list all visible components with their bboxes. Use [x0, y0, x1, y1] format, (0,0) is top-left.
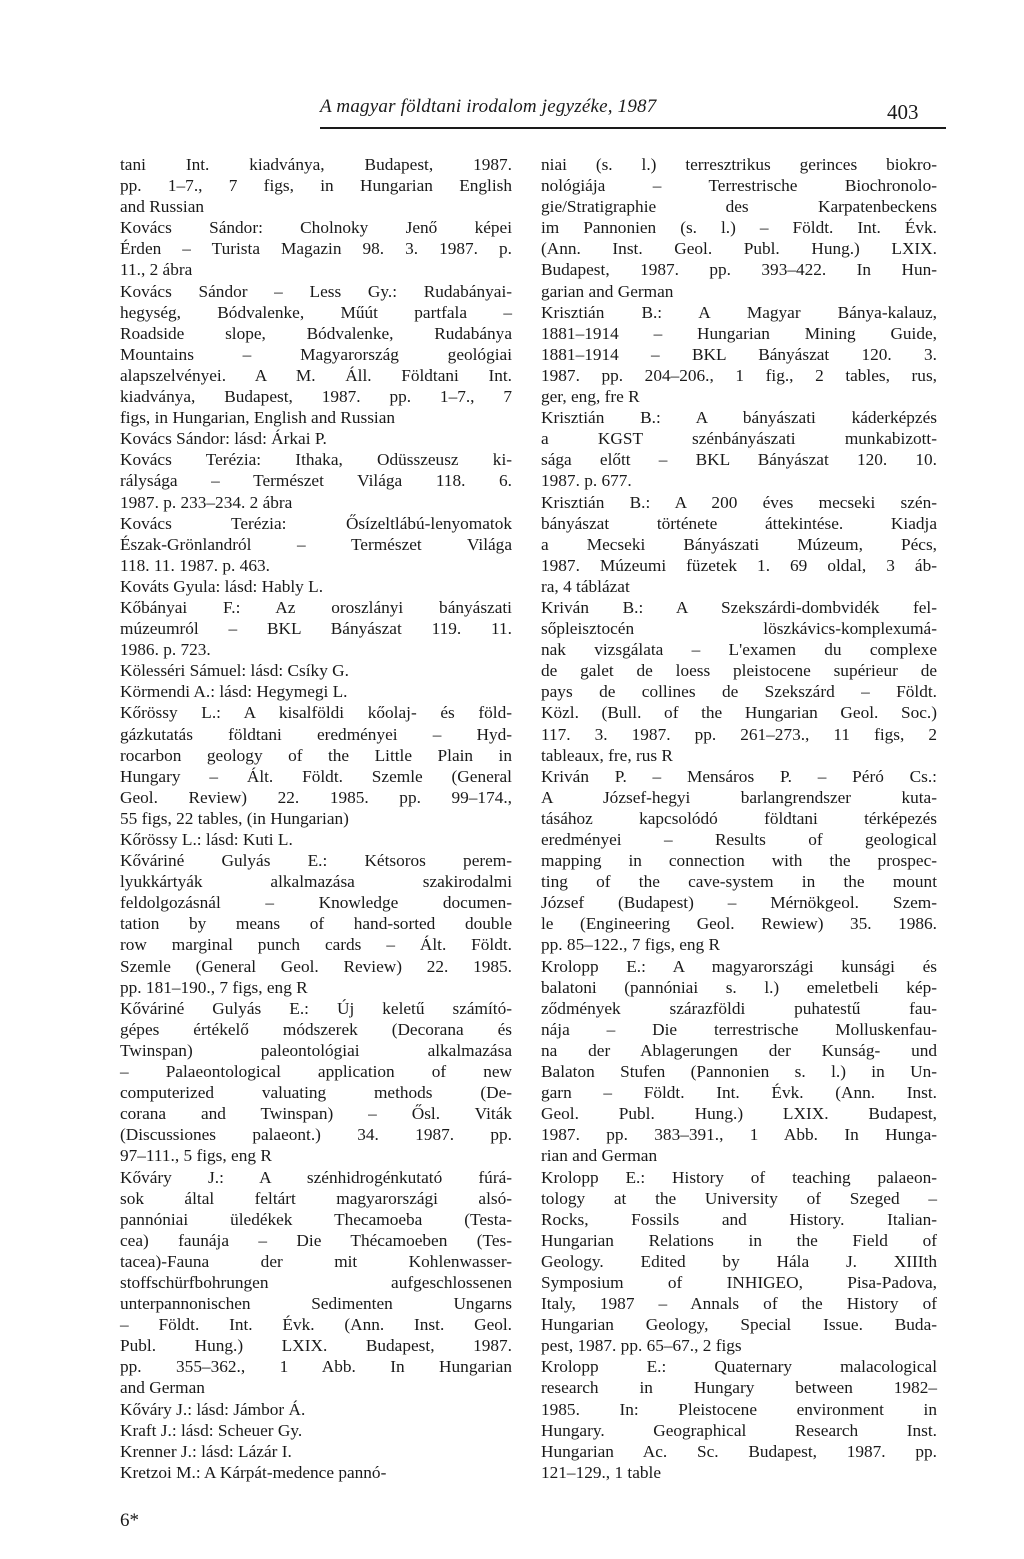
bibliography-entry — [120, 1462, 512, 1483]
bibliography-entry — [120, 576, 512, 597]
entry-line: Balaton Stufen (Pannonien s. l.) in Un- — [541, 1062, 937, 1082]
entry-line: pp. 355–362., 1 Abb. In Hungarian — [120, 1357, 512, 1377]
entry-line: – Palaeontological application of new — [120, 1062, 512, 1082]
entry-line: Krisztián B.: A 200 éves mecseki szén- — [541, 492, 937, 512]
entry-line: row marginal punch cards – Ált. Földt. — [120, 935, 512, 955]
entry-line: Kölesséri Sámuel: lásd: Csíky G. — [120, 661, 349, 681]
bibliography-entry — [541, 1356, 937, 1483]
entry-line: rálysága – Természet Világa 118. 6. — [120, 471, 512, 491]
entry-line: eredményei – Results of geological — [541, 830, 937, 849]
entry-line: pp. 181–190., 7 figs, eng R — [120, 977, 308, 997]
bibliography-entry — [541, 154, 937, 302]
entry-line: tology at the University of Szeged – — [541, 1188, 937, 1208]
bibliography-entry — [541, 1167, 937, 1357]
entry-line: nak vizsgálata – L'examen du complexe — [541, 640, 937, 660]
entry-line: unterpannonischen Sedimenten Ungarns — [120, 1294, 512, 1314]
entry-line: Rocks, Fossils and History. Italian- — [541, 1209, 937, 1229]
entry-line: (Ann. Inst. Geol. Publ. Hung.) LXIX. — [541, 239, 937, 259]
entry-line: Kőváriné Gulyás E.: Kétsoros perem- — [120, 851, 512, 871]
entry-line: Hungarian Geology, Special Issue. Buda- — [541, 1315, 937, 1335]
entry-line: Publ. Hung.) LXIX. Budapest, 1987. — [120, 1336, 512, 1356]
entry-line: bányászat története áttekintése. Kiadja — [541, 513, 937, 533]
entry-line: múzeumról – BKL Bányászat 119. 11. — [120, 619, 512, 639]
entry-line: pannóniai üledékek Thecamoeba (Testa- — [120, 1209, 512, 1229]
entry-line: tani Int. kiadványa, Budapest, 1987. — [120, 155, 512, 174]
entry-line: hegység, Bódvalenke, Műút partfala – — [120, 302, 512, 322]
entry-line: 11., 2 ábra — [120, 260, 193, 280]
entry-line: Budapest, 1987. pp. 393–422. In Hun- — [541, 260, 937, 280]
bibliography-entry — [120, 513, 512, 576]
entry-line: Kretzoi M.: A Kárpát-medence pannó- — [120, 1462, 387, 1482]
bibliography-entry — [541, 766, 937, 956]
entry-line: le (Engineering Geol. Rewiew) 35. 1986. — [541, 914, 937, 934]
running-title: A magyar földtani irodalom jegyzéke, 1987 — [320, 96, 657, 117]
entry-line: 1987. pp. 204–206., 1 fig., 2 tables, rus, — [541, 365, 937, 385]
bibliography-entry — [120, 998, 512, 1167]
entry-line: tableaux, fre, rus R — [541, 745, 673, 765]
left-column — [120, 154, 512, 1483]
bibliography-entry — [120, 1399, 512, 1420]
entry-line: Kriván B.: A Szekszárdi-dombvidék fel- — [541, 597, 937, 617]
entry-line: Körmendi A.: lásd: Hegymegi L. — [120, 682, 348, 702]
entry-line: pp. 85–122., 7 figs, eng R — [541, 935, 721, 955]
entry-line: Kőváriné Gulyás E.: Új keletű számító- — [120, 998, 512, 1018]
entry-line: 1881–1914 – Hungarian Mining Guide, — [541, 323, 937, 343]
entry-line: Hungarian Relations in the Field of — [541, 1230, 937, 1250]
entry-line: 1881–1914 – BKL Bányászat 120. 3. — [541, 344, 937, 364]
bibliography-entry — [541, 956, 937, 1167]
entry-line: Kőbányai F.: Az oroszlányi bányászati — [120, 597, 512, 617]
entry-line: gázkutatás földtani eredményei – Hyd- — [120, 724, 512, 744]
bibliography-entry — [120, 1420, 512, 1441]
entry-line: kiadványa, Budapest, 1987. pp. 1–7., 7 — [120, 387, 512, 407]
bibliography-entry — [120, 660, 512, 681]
running-header — [0, 0, 1024, 140]
entry-line: 55 figs, 22 tables, (in Hungarian) — [120, 808, 349, 828]
entry-line: 97–111., 5 figs, eng R — [120, 1146, 272, 1166]
entry-line: Kovács Sándor: Cholnoky Jenő képei — [120, 218, 512, 238]
bibliography-entry — [541, 597, 937, 766]
entry-line: stoffschürfbohrungen aufgeschlossenen — [120, 1272, 512, 1292]
bibliography-entry — [120, 217, 512, 280]
bibliography-entry — [120, 850, 512, 998]
entry-line: sőpleisztocén löszkávics-komplexumá- — [541, 619, 937, 639]
entry-line: Kovács Terézia: Ithaka, Odüsszeusz ki- — [120, 450, 512, 470]
entry-line: 118. 11. 1987. p. 463. — [120, 555, 270, 575]
entry-line: 1986. p. 723. — [120, 640, 211, 660]
entry-line: nológiája – Terrestrische Biochronolo- — [541, 176, 937, 196]
entry-line: balatoni (pannóniai s. l.) emeletbeli kép- — [541, 977, 937, 997]
entry-line: na der Ablagerungen der Kunság- und — [541, 1040, 937, 1060]
entry-line: Symposium of INHIGEO, Pisa-Padova, — [541, 1272, 937, 1292]
entry-line: Krolopp E.: A magyarországi kunsági és — [541, 956, 937, 976]
entry-line: (Discussiones palaeont.) 34. 1987. pp. — [120, 1125, 512, 1145]
entry-line: sok által feltárt magyarországi alsó- — [120, 1188, 512, 1208]
entry-line: sága előtt – BKL Bányászat 120. 10. — [541, 450, 937, 470]
entry-line: garn – Földt. Int. Évk. (Ann. Inst. — [541, 1083, 937, 1103]
bibliography-entry — [541, 302, 937, 407]
entry-line: ger, eng, fre R — [541, 387, 640, 407]
entry-line: alapszelvényei. A M. Áll. Földtani Int. — [120, 365, 512, 385]
entry-line: a Mecseki Bányászati Múzeum, Pécs, — [541, 534, 937, 554]
entry-line: and Russian — [120, 197, 205, 217]
entry-line: Hungarian Ac. Sc. Budapest, 1987. pp. — [541, 1441, 937, 1461]
entry-line: tacea)-Fauna der mit Kohlenwasser- — [120, 1251, 512, 1271]
bibliography-entry — [120, 702, 512, 829]
entry-line: Hungary. Geographical Research Inst. — [541, 1420, 937, 1440]
entry-line: Krolopp E.: Quaternary malacological — [541, 1357, 937, 1377]
bibliography-entry — [120, 681, 512, 702]
entry-line: pp. 1–7., 7 figs, in Hungarian English — [120, 176, 512, 196]
entry-line: mapping in connection with the prospec- — [541, 851, 937, 871]
entry-line: rian and German — [541, 1146, 658, 1166]
entry-line: tation by means of hand-sorted double — [120, 914, 512, 934]
entry-line: lyukkártyák alkalmazása szakirodalmi — [120, 872, 512, 892]
entry-line: pays de collines de Szekszárd – Földt. — [541, 682, 937, 702]
entry-line: rocarbon geology of the Little Plain in — [120, 745, 512, 765]
entry-line: Geology. Edited by Hála J. XIIIth — [541, 1251, 937, 1271]
entry-line: Érden – Turista Magazin 98. 3. 1987. p. — [120, 239, 512, 259]
entry-line: 121–129., 1 table — [541, 1462, 661, 1482]
entry-line: ra, 4 táblázat — [541, 576, 630, 596]
bibliography-entry — [120, 154, 512, 217]
entry-line: im Pannonien (s. l.) – Földt. Int. Évk. — [541, 218, 937, 238]
entry-line: József (Budapest) – Mérnökgeol. Szem- — [541, 893, 937, 913]
entry-line: Twinspan) paleontológiai alkalmazása — [120, 1040, 512, 1060]
bibliography-entry — [120, 428, 512, 449]
entry-line: Kraft J.: lásd: Scheuer Gy. — [120, 1420, 303, 1440]
entry-line: Kőváry J.: A szénhidrogénkutató fúrá- — [120, 1167, 512, 1187]
page-number: 403 — [887, 100, 919, 124]
entry-line: a KGST szénbányászati munkabizott- — [541, 429, 937, 449]
entry-line: garian and German — [541, 281, 674, 301]
entry-line: 117. 3. 1987. pp. 261–273., 11 figs, 2 — [541, 724, 937, 744]
signature-mark: 6* — [120, 1510, 139, 1531]
entry-line: Közl. (Bull. of the Hungarian Geol. Soc.) — [541, 703, 937, 723]
entry-line: Észak-Grönlandról – Természet Világa — [120, 534, 512, 554]
entry-line: research in Hungary between 1982– — [541, 1378, 937, 1398]
entry-line: computerized valuating methods (De- — [120, 1083, 512, 1103]
entry-line: Geol. Review) 22. 1985. pp. 99–174., — [120, 787, 512, 807]
entry-line: A József-hegyi barlangrendszer kuta- — [541, 787, 937, 807]
entry-line: tásához kapcsolódó földtani térképezés — [541, 808, 937, 828]
entry-line: ting of the cave-system in the mount — [541, 872, 937, 892]
entry-line: ződmények szárazföldi puhatestű fau- — [541, 998, 937, 1018]
entry-line: 1985. In: Pleistocene environment in — [541, 1399, 937, 1419]
entry-line: gépes értékelő módszerek (Decorana és — [120, 1019, 512, 1039]
entry-line: Krisztián B.: A Magyar Bánya-kalauz, — [541, 302, 937, 322]
entry-line: Krenner J.: lásd: Lázár I. — [120, 1441, 292, 1461]
entry-line: Kőváry J.: lásd: Jámbor Á. — [120, 1399, 306, 1419]
entry-line: Krolopp E.: History of teaching palaeon- — [541, 1167, 937, 1187]
entry-line: Hungary – Ált. Földt. Szemle (General — [120, 766, 512, 786]
entry-line: Kováts Gyula: lásd: Hably L. — [120, 576, 324, 596]
entry-line: niai (s. l.) terresztrikus gerinces biokro- — [541, 155, 937, 174]
entry-line: pest, 1987. pp. 65–67., 2 figs — [541, 1336, 742, 1356]
bibliography-entry — [120, 281, 512, 429]
entry-line: Kriván P. – Mensáros P. – Péró Cs.: — [541, 766, 937, 786]
entry-line: – Földt. Int. Évk. (Ann. Inst. Geol. — [120, 1315, 512, 1335]
entry-line: 1987. pp. 383–391., 1 Abb. In Hunga- — [541, 1125, 937, 1145]
entry-line: Roadside slope, Bódvalenke, Rudabánya — [120, 323, 512, 343]
entry-line: cea) faunája – Die Thécamoeben (Tes- — [120, 1230, 512, 1250]
entry-line: Kovács Sándor: lásd: Árkai P. — [120, 429, 327, 449]
entry-line: Kőrössy L.: lásd: Kuti L. — [120, 830, 293, 849]
bibliography-entry — [120, 1167, 512, 1399]
entry-line: de galet de loess pleistocene supérieur de — [541, 661, 937, 681]
right-column — [541, 154, 937, 1483]
entry-line: Krisztián B.: A bányászati káderképzés — [541, 408, 937, 428]
entry-line: 1987. Múzeumi füzetek 1. 69 oldal, 3 áb- — [541, 555, 937, 575]
bibliography-entry — [541, 407, 937, 491]
entry-line: corana and Twinspan) – Ősl. Viták — [120, 1104, 512, 1124]
entry-line: Szemle (General Geol. Review) 22. 1985. — [120, 956, 512, 976]
entry-line: Mountains – Magyarország geológiai — [120, 344, 512, 364]
entry-line: gie/Stratigraphie des Karpatenbeckens — [541, 197, 937, 217]
entry-line: Geol. Publ. Hung.) LXIX. Budapest, — [541, 1104, 937, 1124]
entry-line: and German — [120, 1378, 205, 1398]
bibliography-entry — [120, 829, 512, 850]
entry-line: Italy, 1987 – Annals of the History of — [541, 1294, 937, 1314]
entry-line: figs, in Hungarian, English and Russian — [120, 408, 396, 428]
bibliography-entry — [120, 597, 512, 660]
entry-line: nája – Die terrestrische Molluskenfau- — [541, 1019, 937, 1039]
entry-line: Kőrössy L.: A kisalföldi kőolaj- és föld- — [120, 703, 512, 723]
entry-line: Kovács Sándor – Less Gy.: Rudabányai- — [120, 281, 512, 301]
bibliography-entry — [120, 449, 512, 512]
bibliography-entry — [541, 492, 937, 597]
entry-line: 1987. p. 233–234. 2 ábra — [120, 492, 293, 512]
entry-line: feldolgozásnál – Knowledge documen- — [120, 893, 512, 913]
header-rule — [320, 127, 946, 129]
entry-line: Kovács Terézia: Ősízeltlábú-lenyomatok — [120, 513, 512, 533]
entry-line: 1987. p. 677. — [541, 471, 632, 491]
bibliography-entry — [120, 1441, 512, 1462]
